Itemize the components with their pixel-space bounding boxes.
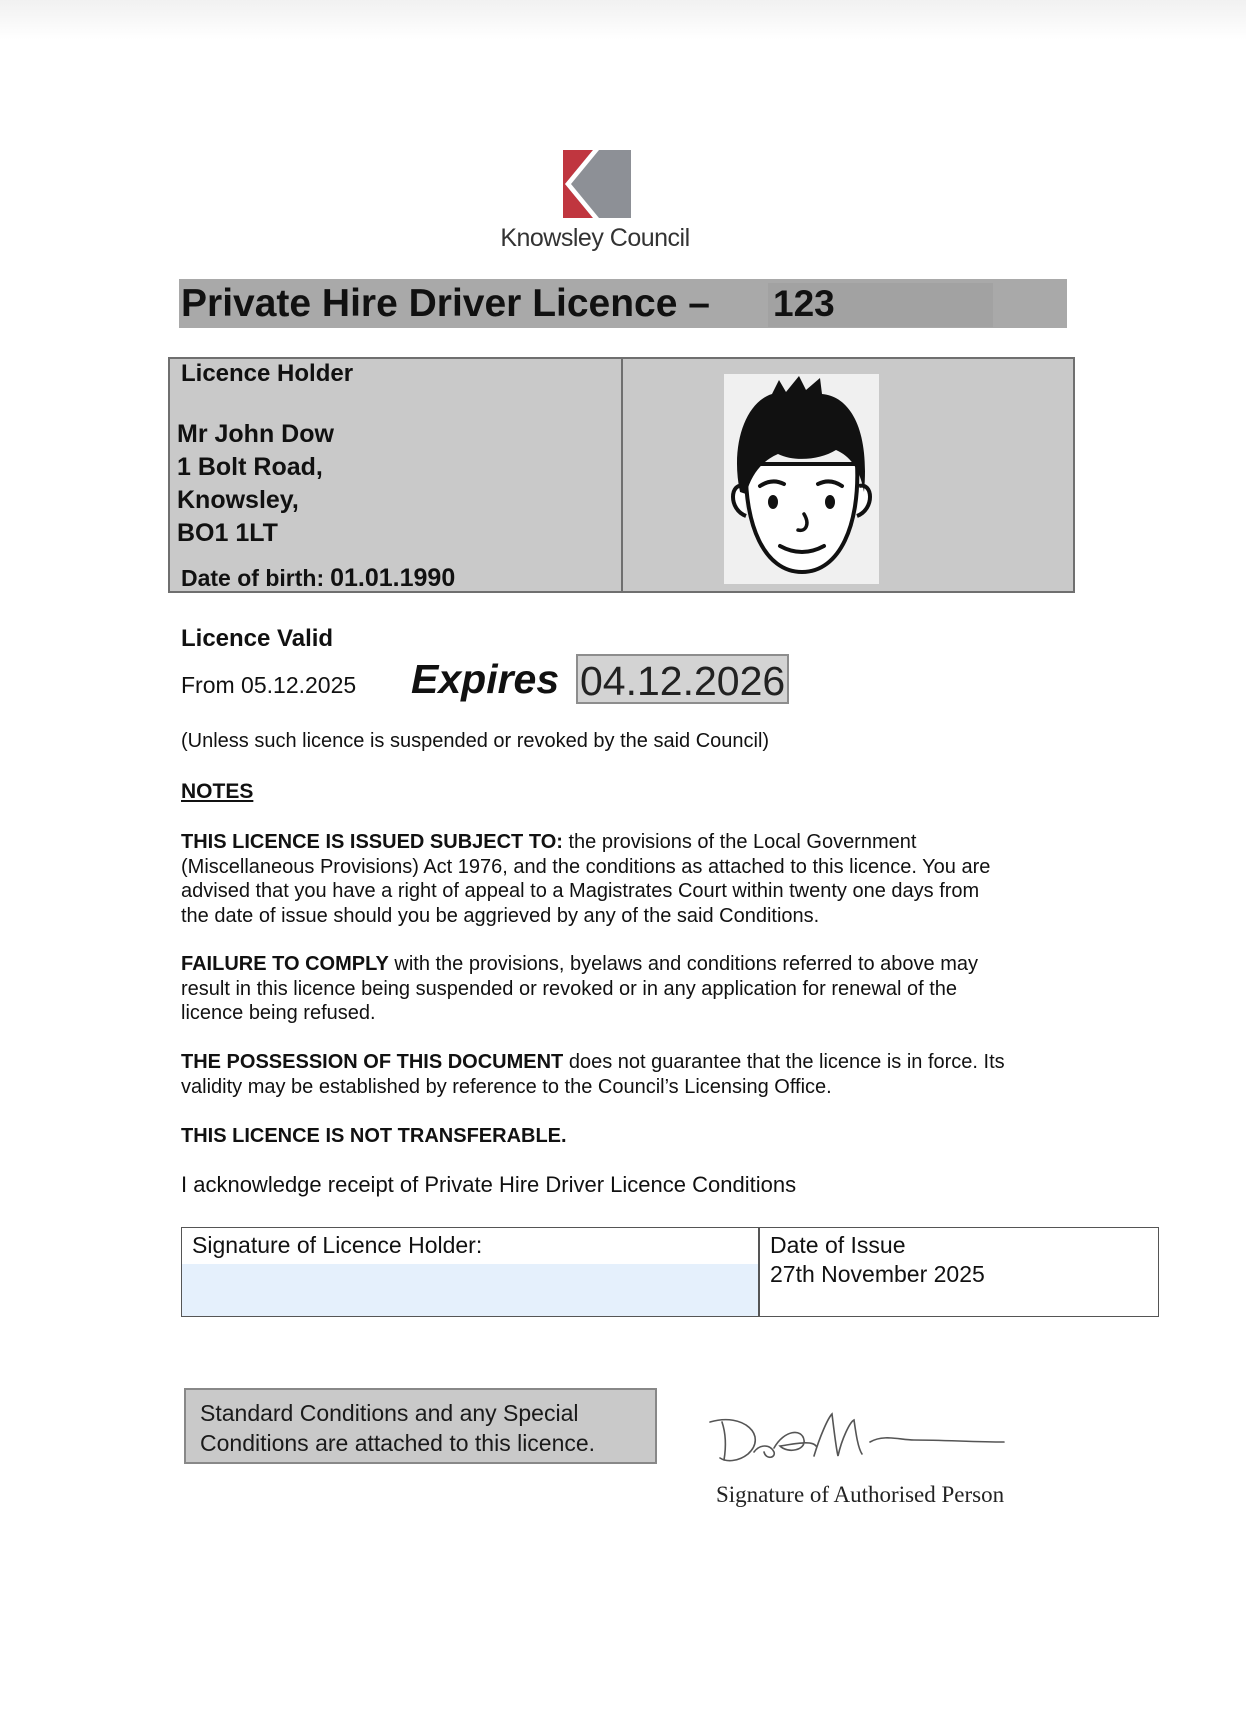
note3-bold: THE POSSESSION OF THIS DOCUMENT: [181, 1051, 564, 1073]
top-shade: [0, 0, 1246, 40]
note1-line1: the provisions of the Local Government: [562, 831, 917, 853]
licence-number-field: [768, 283, 993, 327]
note-possession: [181, 1050, 1081, 1099]
authorised-signature-icon: [704, 1400, 1014, 1470]
conditions-line1: Standard Conditions and any Special: [200, 1400, 579, 1426]
note-failure-to-comply: [181, 952, 1081, 1026]
note2-bold: FAILURE TO COMPLY: [181, 953, 389, 975]
note-not-transferable: THIS LICENCE IS NOT TRANSFERABLE.: [181, 1125, 567, 1147]
conditions-text: [200, 1398, 650, 1458]
holder-name: Mr John Dow: [177, 420, 334, 448]
note2-line3: licence being refused.: [181, 1002, 376, 1024]
note3-line2: validity may be established by reference to the Council’s Licensing Office.: [181, 1075, 832, 1098]
note3-line1: does not guarantee that the licence is in force. Its: [563, 1051, 1005, 1073]
expiry-date-field: [576, 654, 789, 704]
issue-date: 27th November 2025: [770, 1261, 985, 1287]
licence-holder-label: Licence Holder: [181, 360, 354, 387]
acknowledge-text: I acknowledge receipt of Private Hire Driver Licence Conditions: [181, 1172, 797, 1197]
expires-label: Expires: [411, 656, 560, 702]
date-of-birth: [181, 564, 455, 593]
expiry-date: 04.12.2026: [580, 658, 786, 704]
conditions-line2: Conditions are attached to this licence.: [200, 1430, 596, 1456]
authorised-signature-label: Signature of Authorised Person: [716, 1482, 1005, 1507]
notes-heading: NOTES: [181, 780, 254, 803]
holder-table-divider: [621, 357, 623, 593]
holder-address-line1: 1 Bolt Road,: [177, 453, 323, 481]
licence-title: Private Hire Driver Licence –: [181, 282, 710, 325]
note1-line3: advised that you have a right of appeal to a Magistrates Court within twenty one days from: [181, 880, 980, 902]
signature-table-divider: [758, 1227, 760, 1317]
licence-valid-label: Licence Valid: [181, 625, 334, 652]
note1-line4: the date of issue should you be aggrieved by any of the said Conditions.: [181, 904, 820, 927]
holder-signature-label: Signature of Licence Holder:: [192, 1232, 483, 1258]
cartoon-face-icon: [724, 374, 879, 584]
council-name: Knowsley Council: [500, 224, 690, 252]
note2-line1: with the provisions, byelaws and conditions referred to above may: [388, 953, 979, 975]
validity-disclaimer: (Unless such licence is suspended or revoked by the said Council): [181, 730, 770, 752]
note1-bold: THIS LICENCE IS ISSUED SUBJECT TO:: [181, 831, 563, 853]
note2-line2: result in this licence being suspended or revoked or in any application for renewal of the: [181, 977, 958, 1000]
holder-address-block: [177, 418, 334, 550]
knowsley-logo-icon: [563, 150, 631, 218]
issue-date-label: Date of Issue: [770, 1232, 906, 1258]
valid-from: From 05.12.2025: [181, 672, 357, 698]
dob-label: Date of birth:: [181, 565, 325, 591]
holder-postcode: BO1 1LT: [177, 519, 278, 547]
note-issued-subject-to: [181, 830, 1081, 928]
note1-line2: (Miscellaneous Provisions) Act 1976, and the conditions as attached to this licence. You are: [181, 855, 991, 878]
holder-address-line2: Knowsley,: [177, 486, 299, 514]
dob-value: 01.01.1990: [330, 564, 456, 592]
licence-number: 123: [773, 283, 835, 324]
